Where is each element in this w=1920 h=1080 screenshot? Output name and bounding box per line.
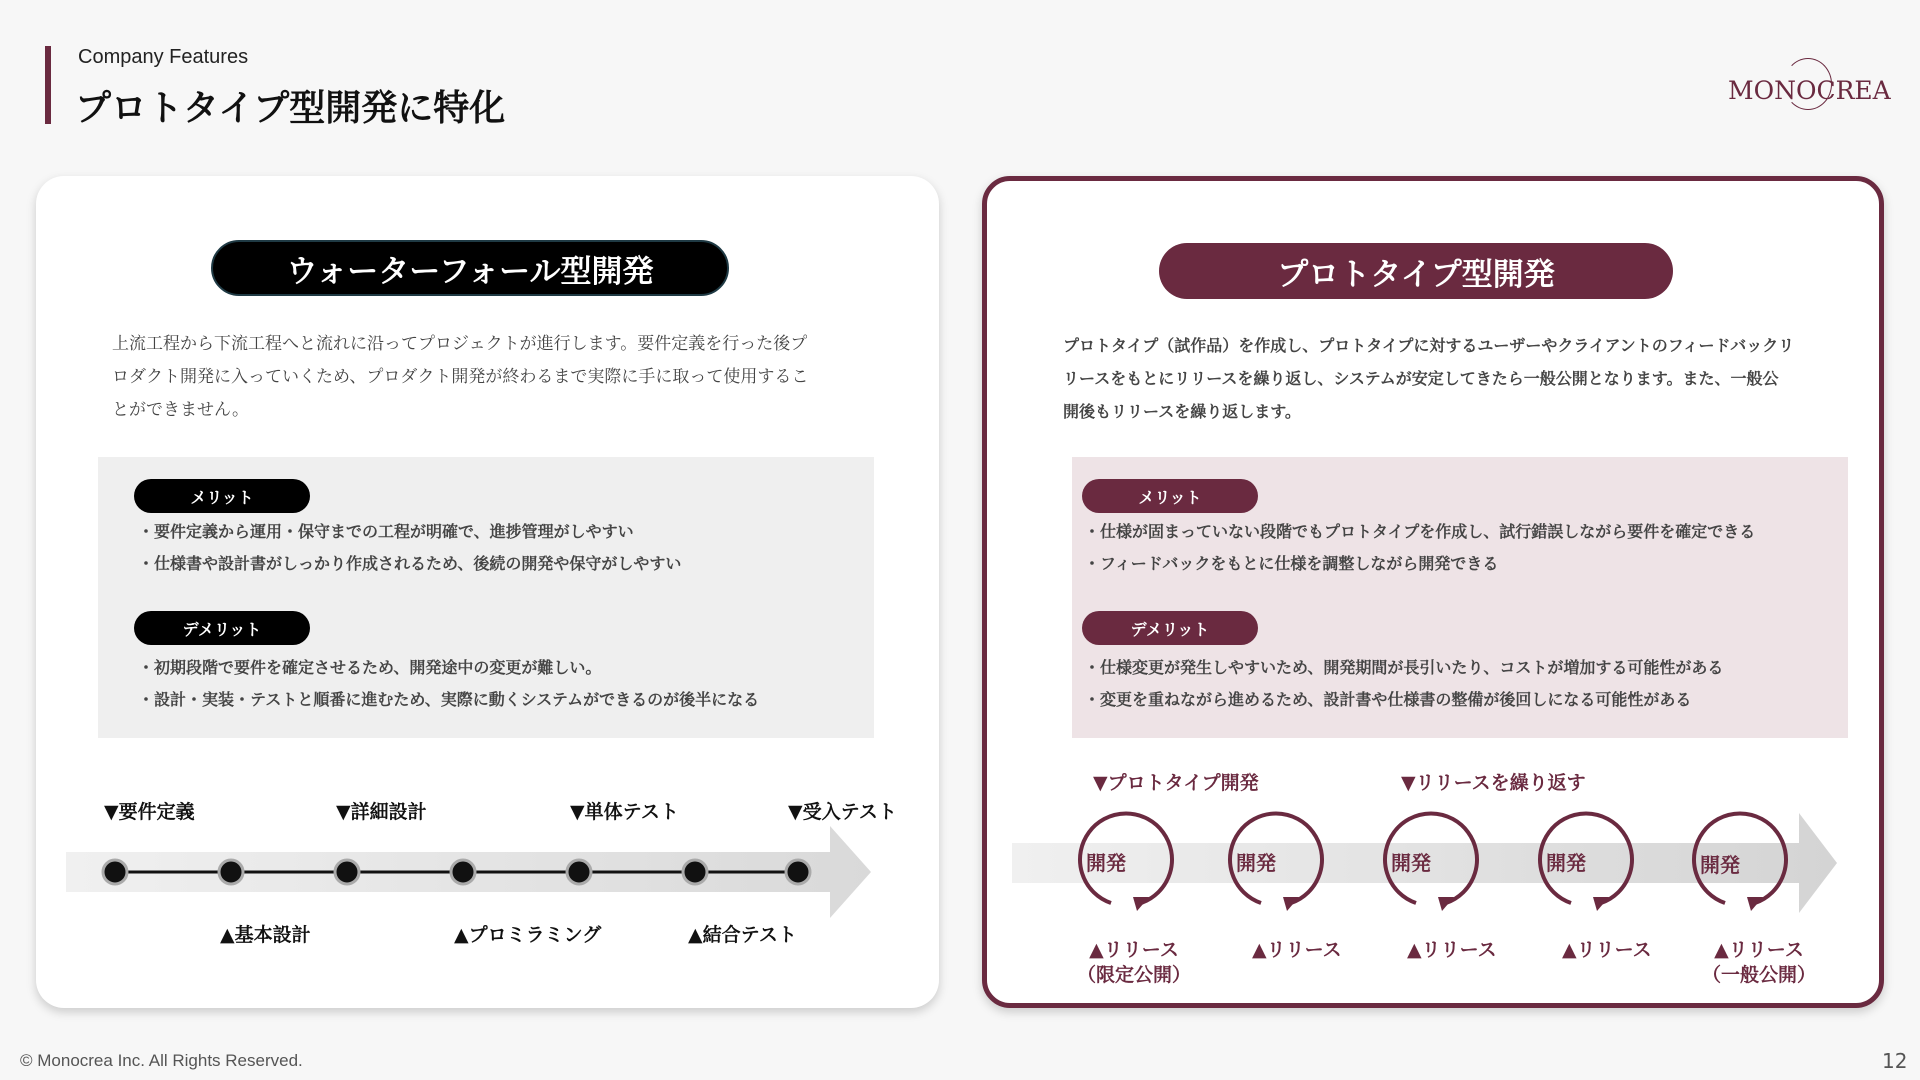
release-label: ▲リリース （一般公開） <box>1702 939 1817 986</box>
company-logo <box>1720 54 1891 118</box>
timeline-label-bottom: ▲結合テスト <box>688 924 797 946</box>
cycle-label: 開発 <box>1700 853 1740 877</box>
prototype-description: プロトタイプ（試作品）を作成し、プロトタイプに対するユーザーやクライアントのフィードバックリ リースをもとにリリースを繰り返し、システムが安定してきたら一般公開となります。また、一般公 開後もリリースを繰り返します。 <box>1063 336 1795 421</box>
cycle-label: 開発 <box>1546 851 1586 875</box>
cycle-arrowhead-icon <box>1747 897 1763 911</box>
waterfall-card <box>36 176 939 1008</box>
merit-item: ・フィードバックをもとに仕様を調整しながら開発できる <box>1084 554 1499 573</box>
cycle-arrowhead-icon <box>1438 897 1454 911</box>
timeline-label-top: ▼単体テスト <box>570 801 679 823</box>
demerit-tag: デメリット <box>134 611 310 645</box>
timeline-label-top: ▼要件定義 <box>104 801 195 823</box>
cycle-arrowhead-icon <box>1133 897 1149 911</box>
waterfall-pros-cons-box <box>98 457 874 738</box>
merit-item: ・要件定義から運用・保守までの工程が明確で、進捗管理がしやすい <box>138 522 634 541</box>
timeline-dot <box>103 860 127 884</box>
timeline-label-top: ▼詳細設計 <box>336 801 427 823</box>
timeline-dot <box>683 860 707 884</box>
release-label: ▲リリース <box>1252 939 1342 961</box>
logo-text: MONOCREA <box>1728 76 1891 105</box>
cycle-arrowhead-icon <box>1593 897 1609 911</box>
demerit-item: ・仕様変更が発生しやすいため、開発期間が長引いたり、コストが増加する可能性がある <box>1084 658 1724 677</box>
section-subtitle: Company Features <box>78 46 249 68</box>
demerit-item: ・変更を重ねながら進めるため、設計書や仕様書の整備が後回しになる可能性がある <box>1084 690 1692 709</box>
cycle-arrowhead-icon <box>1283 897 1299 911</box>
demerit-tag: デメリット <box>1082 611 1258 645</box>
release-label: ▲リリース <box>1407 939 1497 961</box>
timeline-label-top: ▼受入テスト <box>788 801 897 823</box>
timeline-dot <box>567 860 591 884</box>
phase-label: ▼プロトタイプ開発 <box>1093 772 1259 794</box>
timeline-dot <box>786 860 810 884</box>
waterfall-description: 上流工程から下流工程へと流れに沿ってプロジェクトが進行します。要件定義を行った後プ ロダクト開発に入っていくため、プロダクト開発が終わるまで実際に手に取って使用するこ とができません。 <box>112 334 809 420</box>
timeline-dot <box>335 860 359 884</box>
timeline-dot <box>451 860 475 884</box>
cycle-label: 開発 <box>1086 851 1126 875</box>
merit-item: ・仕様が固まっていない段階でもプロトタイプを作成し、試行錯誤しながら要件を確定できる <box>1084 522 1756 541</box>
release-label: ▲リリース <box>1562 939 1652 961</box>
header-accent-bar <box>45 46 51 124</box>
waterfall-timeline <box>36 796 939 996</box>
demerit-item: ・設計・実装・テストと順番に進むため、実際に動くシステムができるのが後半になる <box>138 690 760 709</box>
merit-tag: メリット <box>134 479 310 513</box>
page-number: 12 <box>1882 1049 1908 1073</box>
prototype-card <box>982 176 1884 1008</box>
prototype-heading: プロトタイプ型開発 <box>1159 243 1673 299</box>
demerit-item: ・初期段階で要件を確定させるため、開発途中の変更が難しい。 <box>138 658 602 677</box>
timeline-label-bottom: ▲プロミラミング <box>454 924 602 946</box>
phase-label: ▼リリースを繰り返す <box>1401 772 1586 794</box>
merit-item: ・仕様書や設計書がしっかり作成されるため、後続の開発や保守がしやすい <box>138 554 682 573</box>
timeline-label-bottom: ▲基本設計 <box>220 924 311 946</box>
merit-tag: メリット <box>1082 479 1258 513</box>
cycle-label: 開発 <box>1391 851 1431 875</box>
prototype-pros-cons-box <box>1072 457 1848 738</box>
cycle-label: 開発 <box>1236 851 1276 875</box>
release-label: ▲リリース （限定公開） <box>1077 939 1192 986</box>
timeline-dot <box>219 860 243 884</box>
waterfall-heading: ウォーターフォール型開発 <box>211 240 729 296</box>
copyright-footer: © Monocrea Inc. All Rights Reserved. <box>20 1051 303 1070</box>
page-title: プロトタイプ型開発に特化 <box>75 88 506 129</box>
